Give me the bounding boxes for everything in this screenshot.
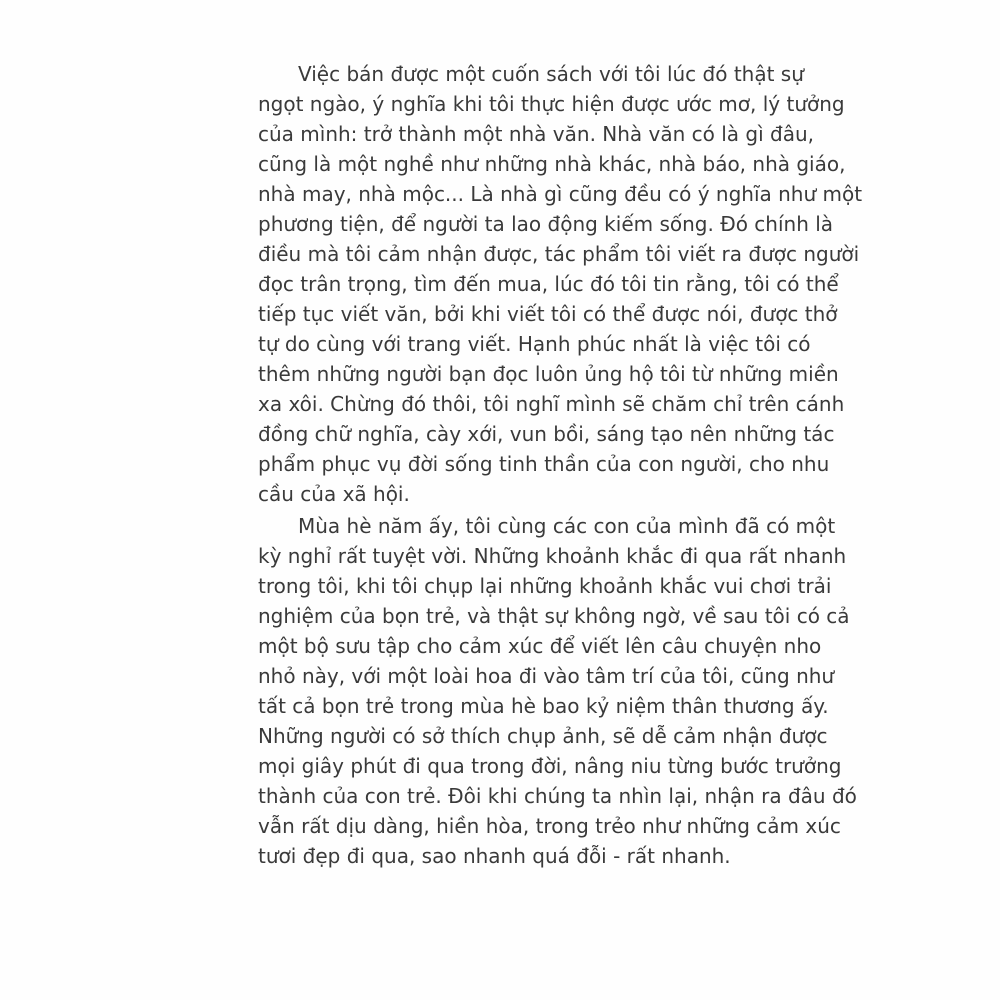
paragraph-1-line-11: thêm những người bạn đọc luôn ủng hộ tôi từ những miền xyxy=(258,362,839,386)
paragraph-2-line-7: tất cả bọn trẻ trong mùa hè bao kỷ niệm thân thương ấy. xyxy=(258,694,829,718)
paragraph-1-line-7: điều mà tôi cảm nhận được, tác phẩm tôi viết ra được người xyxy=(258,242,860,266)
paragraph-1-line-13: đồng chữ nghĩa, cày xới, vun bồi, sáng tạo nên những tác xyxy=(258,422,835,446)
paragraph-1-line-12: xa xôi. Chừng đó thôi, tôi nghĩ mình sẽ chăm chỉ trên cánh xyxy=(258,392,845,416)
paragraph-1-line-9: tiếp tục viết văn, bởi khi viết tôi có thể được nói, được thở xyxy=(258,302,838,326)
paragraph-1-line-10: tự do cùng với trang viết. Hạnh phúc nhất là việc tôi có xyxy=(258,332,811,356)
paragraph-1-line-14: phẩm phục vụ đời sống tinh thần của con người, cho nhu xyxy=(258,452,830,476)
paragraph-2-line-10: thành của con trẻ. Đôi khi chúng ta nhìn lại, nhận ra đâu đó xyxy=(258,784,857,808)
paragraph-1-line-3: của mình: trở thành một nhà văn. Nhà văn có là gì đâu, xyxy=(258,122,815,146)
paragraph-2-line-2: kỳ nghỉ rất tuyệt vời. Những khoảnh khắc đi qua rất nhanh xyxy=(258,544,847,568)
paragraph-2-line-12: tươi đẹp đi qua, sao nhanh quá đỗi - rất nhanh. xyxy=(258,844,731,868)
paragraph-2-line-11: vẫn rất dịu dàng, hiền hòa, trong trẻo như những cảm xúc xyxy=(258,814,841,838)
paragraph-2-line-9: mọi giây phút đi qua trong đời, nâng niu từng bước trưởng xyxy=(258,754,842,778)
paragraph-1-line-4: cũng là một nghề như những nhà khác, nhà báo, nhà giáo, xyxy=(258,152,846,176)
paragraph-2-line-3: trong tôi, khi tôi chụp lại những khoảnh khắc vui chơi trải xyxy=(258,574,832,598)
paragraph-2-line-5: một bộ sưu tập cho cảm xúc để viết lên câu chuyện nho xyxy=(258,634,822,658)
paragraph-2-line-8: Những người có sở thích chụp ảnh, sẽ dễ cảm nhận được xyxy=(258,724,828,748)
paragraph-1-line-2: ngọt ngào, ý nghĩa khi tôi thực hiện được ước mơ, lý tưởng xyxy=(258,92,845,116)
paragraph-1-line-5: nhà may, nhà mộc... Là nhà gì cũng đều có ý nghĩa như một xyxy=(258,182,863,206)
paragraph-1-line-1: Việc bán được một cuốn sách với tôi lúc đó thật sự xyxy=(298,62,804,86)
paragraph-1-line-8: đọc trân trọng, tìm đến mua, lúc đó tôi tin rằng, tôi có thể xyxy=(258,272,839,296)
paragraph-1-line-6: phương tiện, để người ta lao động kiếm sống. Đó chính là xyxy=(258,212,834,236)
paragraph-2-line-6: nhỏ này, với một loài hoa đi vào tâm trí của tôi, cũng như xyxy=(258,664,835,688)
paragraph-2-line-1: Mùa hè năm ấy, tôi cùng các con của mình đã có một xyxy=(298,514,836,538)
paragraph-1-line-15: cầu của xã hội. xyxy=(258,482,410,506)
paragraph-2-line-4: nghiệm của bọn trẻ, và thật sự không ngờ, về sau tôi có cả xyxy=(258,604,850,628)
